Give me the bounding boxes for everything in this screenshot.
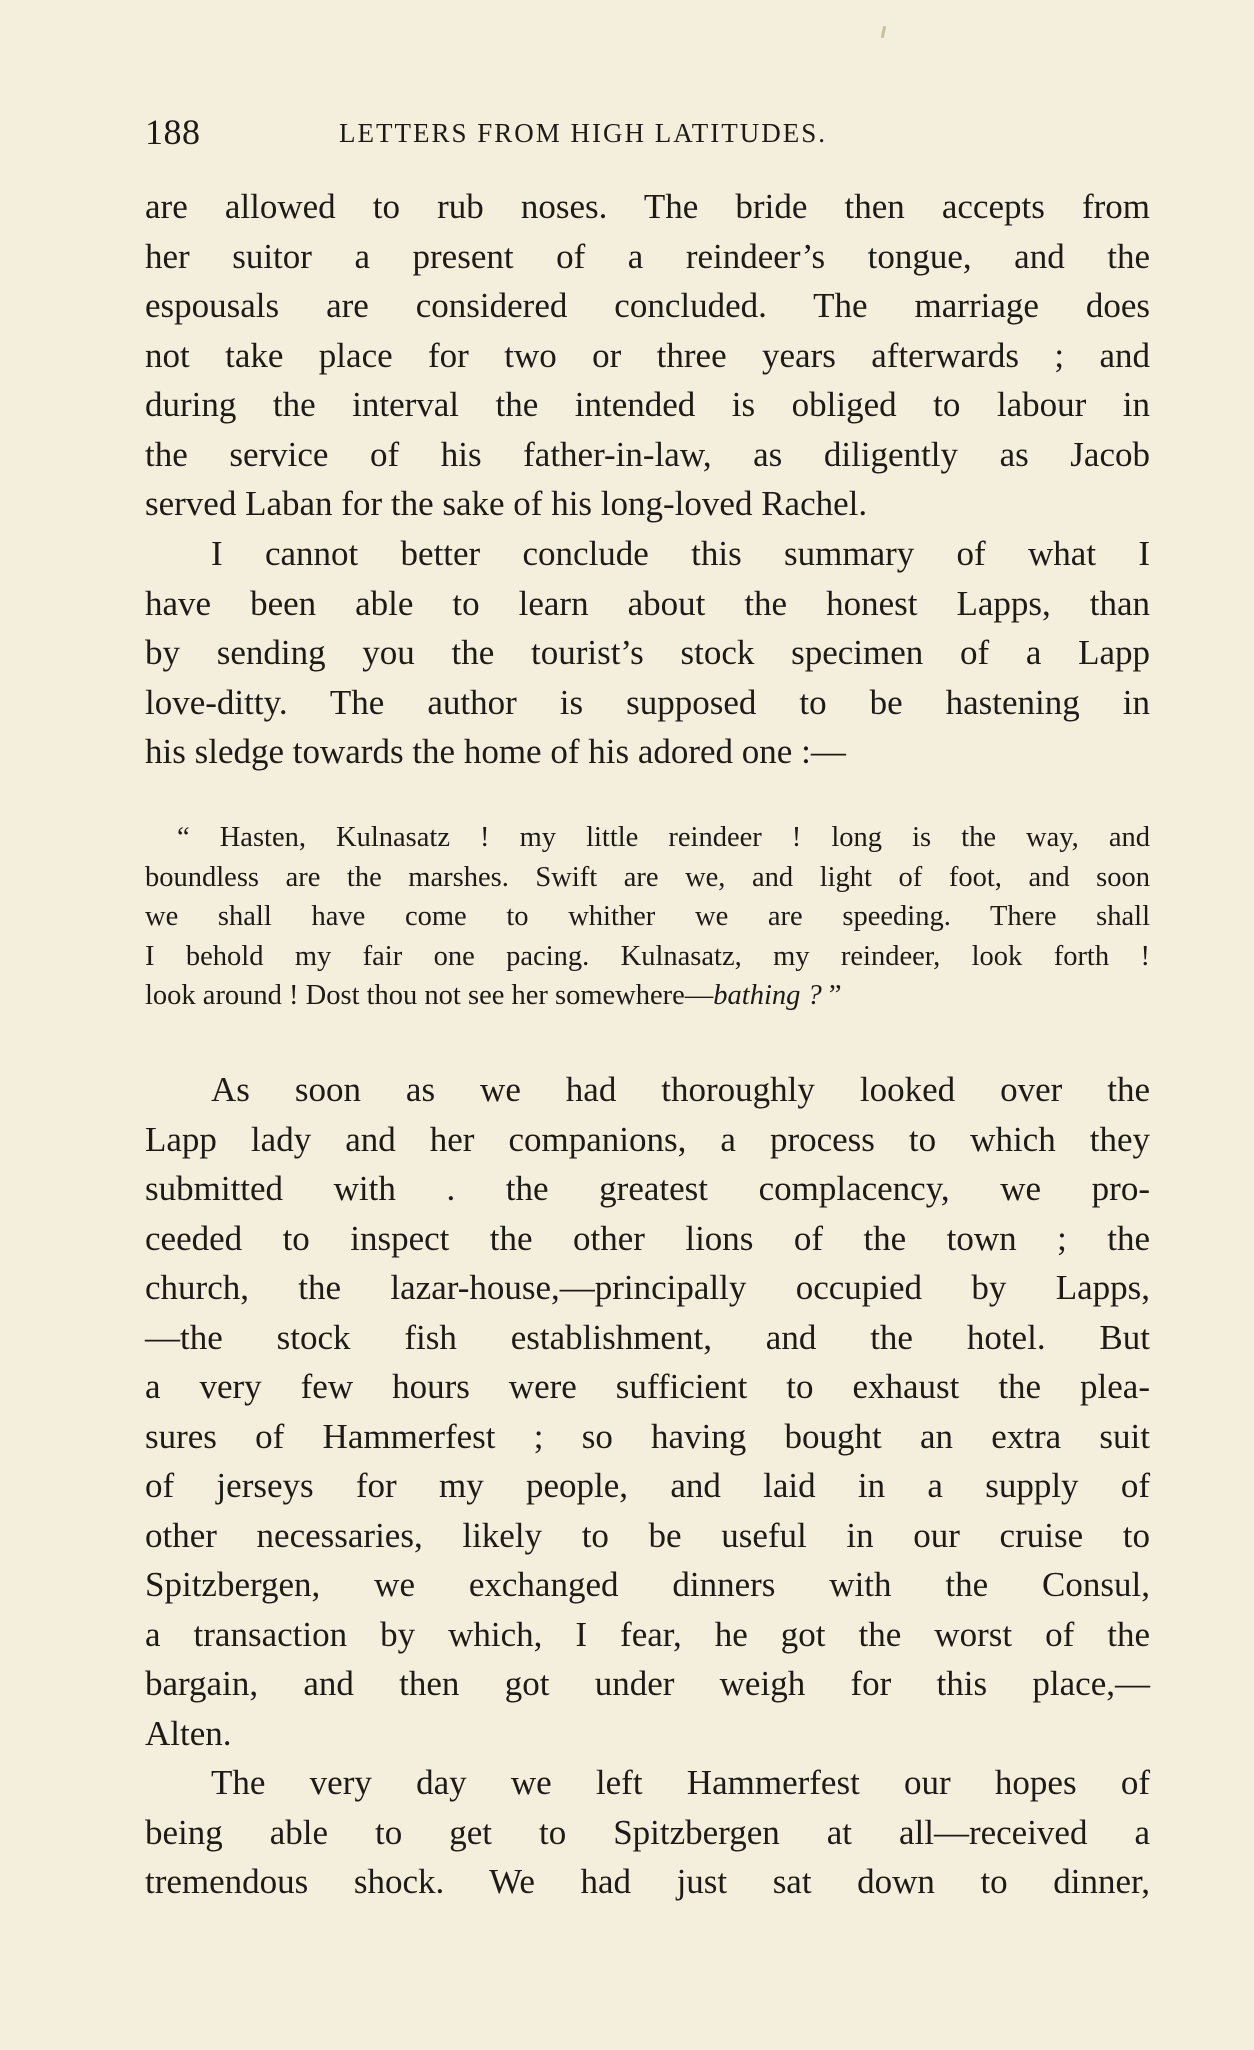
quote-italic-text: bathing ? <box>713 980 822 1011</box>
text-line: tremendous shock. We had just sat down to dinner, <box>145 1862 1150 1901</box>
quote-line-last <box>145 976 1150 1016</box>
text-line: sures of Hammerfest ; so having bought an extra suit <box>145 1416 1150 1456</box>
paragraph-4 <box>145 1758 1150 1907</box>
text-line: I cannot better conclude this summary of what I <box>211 534 1150 573</box>
text-line: are allowed to rub noses. The bride then accepts from <box>145 187 1150 226</box>
quote-line: “ Hasten, Kulnasatz ! my little reindeer ! long is the way, and <box>177 822 1150 853</box>
text-line: —the stock fish establishment, and the hotel. But <box>145 1317 1150 1357</box>
quote-line: I behold my fair one pacing. Kulnasatz, my reindeer, look forth ! <box>145 940 1150 972</box>
text-line: served Laban for the sake of his long-loved Rachel. <box>145 484 868 523</box>
text-line: love-ditty. The author is supposed to be hastening in <box>145 682 1150 722</box>
text-line: during the interval the intended is obliged to labour in <box>145 385 1150 424</box>
text-line: being able to get to Spitzbergen at all—received a <box>145 1812 1150 1852</box>
text-line: Lapp lady and her companions, a process to which they <box>145 1119 1150 1159</box>
text-line: ceeded to inspect the other lions of the town ; the <box>145 1218 1150 1258</box>
page-number: 188 <box>145 112 201 152</box>
text-line: Alten. <box>145 1713 232 1753</box>
paragraph-2 <box>145 529 1150 777</box>
text-line: a very few hours were sufficient to exhaust the plea- <box>145 1367 1150 1406</box>
text-line: not take place for two or three years afterwards ; and <box>145 335 1150 375</box>
text-line: a transaction by which, I fear, he got the worst of the <box>145 1614 1150 1654</box>
text-line: his sledge towards the home of his adored one :— <box>145 732 846 771</box>
text-line: bargain, and then got under weigh for this place,— <box>145 1664 1150 1703</box>
text-line: of jerseys for my people, and laid in a supply of <box>145 1466 1150 1505</box>
block-quote <box>145 818 1150 1016</box>
text-line: submitted with . the greatest complacency, we pro- <box>145 1169 1150 1208</box>
paragraph-3 <box>145 1065 1150 1758</box>
text-line: other necessaries, likely to be useful in our cruise to <box>145 1515 1150 1555</box>
text-line: Spitzbergen, we exchanged dinners with the Consul, <box>145 1565 1150 1604</box>
page-header <box>145 112 1150 154</box>
running-head: LETTERS FROM HIGH LATITUDES. <box>339 118 827 148</box>
ink-mark <box>881 26 886 38</box>
paragraph-1 <box>145 182 1150 529</box>
quote-close-mark: ” <box>821 980 842 1011</box>
text-line: espousals are considered concluded. The marriage does <box>145 286 1150 325</box>
quote-text: look around ! Dost thou not see her somewhere— <box>145 980 714 1011</box>
text-line: her suitor a present of a reindeer’s tongue, and the <box>145 236 1150 276</box>
text-line: The very day we left Hammerfest our hopes of <box>211 1763 1150 1802</box>
text-line: have been able to learn about the honest Lapps, than <box>145 583 1150 623</box>
text-line: As soon as we had thoroughly looked over the <box>211 1070 1150 1109</box>
text-line: church, the lazar-house,—principally occupied by Lapps, <box>145 1268 1150 1307</box>
quote-line: we shall have come to whither we are speeding. There shall <box>145 901 1150 932</box>
text-line: the service of his father-in-law, as diligently as Jacob <box>145 434 1150 474</box>
quote-line: boundless are the marshes. Swift are we, and light of foot, and soon <box>145 861 1150 893</box>
text-line: by sending you the tourist’s stock specimen of a Lapp <box>145 633 1150 672</box>
